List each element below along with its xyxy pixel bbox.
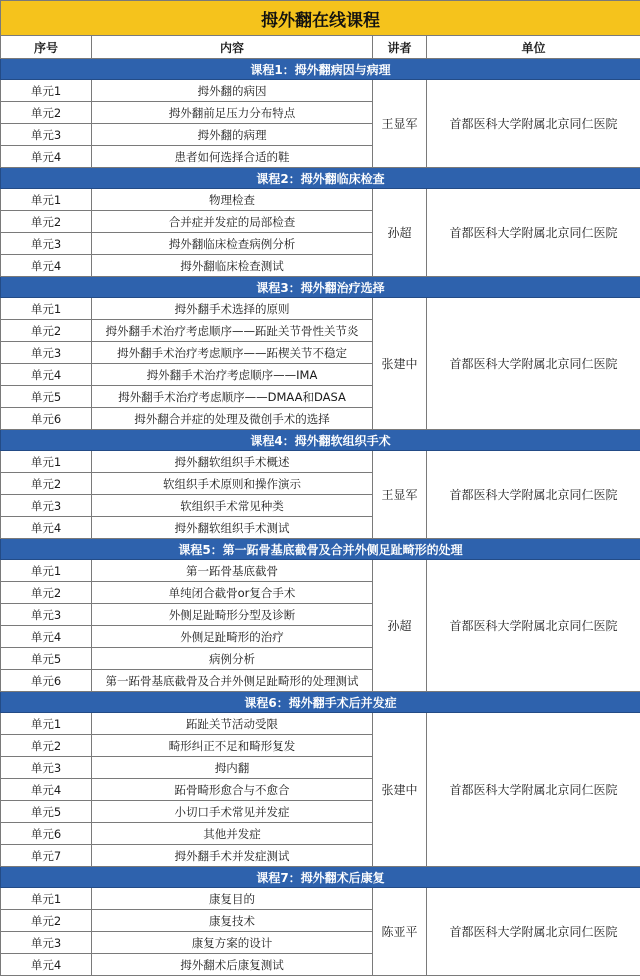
unit-content: 拇外翻软组织手术测试 bbox=[92, 517, 373, 539]
unit-number: 单元4 bbox=[1, 364, 92, 386]
unit-content: 拇外翻临床检查病例分析 bbox=[92, 233, 373, 255]
course-header-row bbox=[1, 277, 640, 298]
unit-number: 单元3 bbox=[1, 495, 92, 517]
course-title: 课程3：拇外翻治疗选择 bbox=[1, 277, 640, 298]
organization-cell: 首都医科大学附属北京同仁医院 bbox=[427, 451, 640, 539]
unit-number: 单元2 bbox=[1, 320, 92, 342]
unit-number: 单元1 bbox=[1, 560, 92, 582]
table-row bbox=[1, 713, 640, 735]
unit-content: 康复目的 bbox=[92, 888, 373, 910]
table-row bbox=[1, 451, 640, 473]
unit-content: 其他并发症 bbox=[92, 823, 373, 845]
unit-number: 单元1 bbox=[1, 189, 92, 211]
course-header-row bbox=[1, 59, 640, 80]
unit-number: 单元4 bbox=[1, 255, 92, 277]
unit-content: 拇外翻前足压力分布特点 bbox=[92, 102, 373, 124]
unit-number: 单元4 bbox=[1, 779, 92, 801]
course-header-row bbox=[1, 168, 640, 189]
unit-number: 单元1 bbox=[1, 713, 92, 735]
unit-content: 跖趾关节活动受限 bbox=[92, 713, 373, 735]
unit-content: 拇外翻的病因 bbox=[92, 80, 373, 102]
table-row bbox=[1, 189, 640, 211]
course-title: 课程5：第一跖骨基底截骨及合并外侧足趾畸形的处理 bbox=[1, 539, 640, 560]
unit-content: 畸形纠正不足和畸形复发 bbox=[92, 735, 373, 757]
unit-content: 拇外翻手术并发症测试 bbox=[92, 845, 373, 867]
unit-number: 单元1 bbox=[1, 451, 92, 473]
unit-number: 单元6 bbox=[1, 823, 92, 845]
unit-number: 单元3 bbox=[1, 932, 92, 954]
course-header-row bbox=[1, 539, 640, 560]
unit-number: 单元4 bbox=[1, 954, 92, 976]
unit-number: 单元3 bbox=[1, 124, 92, 146]
lecturer-cell: 张建中 bbox=[373, 298, 427, 430]
organization-cell: 首都医科大学附属北京同仁医院 bbox=[427, 80, 640, 168]
unit-content: 拇外翻临床检查测试 bbox=[92, 255, 373, 277]
unit-content: 第一跖骨基底截骨 bbox=[92, 560, 373, 582]
unit-content: 患者如何选择合适的鞋 bbox=[92, 146, 373, 168]
unit-number: 单元5 bbox=[1, 386, 92, 408]
lecturer-cell: 孙超 bbox=[373, 189, 427, 277]
unit-number: 单元2 bbox=[1, 735, 92, 757]
unit-content: 拇外翻手术治疗考虑顺序——跖趾关节骨性关节炎 bbox=[92, 320, 373, 342]
table-body bbox=[1, 59, 640, 976]
unit-number: 单元4 bbox=[1, 517, 92, 539]
unit-content: 拇外翻手术治疗考虑顺序——DMAA和DASA bbox=[92, 386, 373, 408]
unit-content: 拇外翻软组织手术概述 bbox=[92, 451, 373, 473]
unit-number: 单元2 bbox=[1, 473, 92, 495]
unit-number: 单元4 bbox=[1, 146, 92, 168]
course-title: 课程7：拇外翻术后康复 bbox=[1, 867, 640, 888]
lecturer-cell: 王显军 bbox=[373, 80, 427, 168]
table-row bbox=[1, 298, 640, 320]
column-header-lecturer: 讲者 bbox=[373, 36, 427, 59]
organization-cell: 首都医科大学附属北京同仁医院 bbox=[427, 560, 640, 692]
unit-number: 单元1 bbox=[1, 80, 92, 102]
organization-cell: 首都医科大学附属北京同仁医院 bbox=[427, 888, 640, 976]
unit-number: 单元2 bbox=[1, 910, 92, 932]
organization-cell: 首都医科大学附属北京同仁医院 bbox=[427, 189, 640, 277]
course-header-row bbox=[1, 867, 640, 888]
unit-content: 拇外翻术后康复测试 bbox=[92, 954, 373, 976]
unit-content: 合并症并发症的局部检查 bbox=[92, 211, 373, 233]
unit-number: 单元6 bbox=[1, 408, 92, 430]
unit-number: 单元3 bbox=[1, 604, 92, 626]
unit-content: 康复技术 bbox=[92, 910, 373, 932]
organization-cell: 首都医科大学附属北京同仁医院 bbox=[427, 298, 640, 430]
unit-content: 拇外翻手术治疗考虑顺序——IMA bbox=[92, 364, 373, 386]
unit-content: 病例分析 bbox=[92, 648, 373, 670]
unit-number: 单元1 bbox=[1, 298, 92, 320]
column-header-organization: 单位 bbox=[427, 36, 640, 59]
page-title: 拇外翻在线课程 bbox=[1, 1, 640, 36]
unit-content: 跖骨畸形愈合与不愈合 bbox=[92, 779, 373, 801]
lecturer-cell: 张建中 bbox=[373, 713, 427, 867]
title-row bbox=[1, 1, 640, 36]
unit-number: 单元5 bbox=[1, 801, 92, 823]
unit-content: 外侧足趾畸形的治疗 bbox=[92, 626, 373, 648]
unit-number: 单元5 bbox=[1, 648, 92, 670]
lecturer-cell: 孙超 bbox=[373, 560, 427, 692]
unit-content: 软组织手术常见种类 bbox=[92, 495, 373, 517]
course-title: 课程1：拇外翻病因与病理 bbox=[1, 59, 640, 80]
unit-number: 单元2 bbox=[1, 102, 92, 124]
organization-cell: 首都医科大学附属北京同仁医院 bbox=[427, 713, 640, 867]
column-header-content: 内容 bbox=[92, 36, 373, 59]
unit-content: 拇外翻手术选择的原则 bbox=[92, 298, 373, 320]
unit-number: 单元3 bbox=[1, 233, 92, 255]
unit-number: 单元7 bbox=[1, 845, 92, 867]
course-header-row bbox=[1, 692, 640, 713]
column-header-row bbox=[1, 36, 640, 59]
table-row bbox=[1, 888, 640, 910]
course-header-row bbox=[1, 430, 640, 451]
course-title: 课程6：拇外翻手术后并发症 bbox=[1, 692, 640, 713]
unit-number: 单元6 bbox=[1, 670, 92, 692]
table-row bbox=[1, 80, 640, 102]
unit-number: 单元1 bbox=[1, 888, 92, 910]
unit-number: 单元3 bbox=[1, 342, 92, 364]
unit-number: 单元2 bbox=[1, 211, 92, 233]
unit-content: 第一跖骨基底截骨及合并外侧足趾畸形的处理测试 bbox=[92, 670, 373, 692]
lecturer-cell: 王显军 bbox=[373, 451, 427, 539]
unit-content: 拇外翻的病理 bbox=[92, 124, 373, 146]
unit-content: 拇外翻合并症的处理及微创手术的选择 bbox=[92, 408, 373, 430]
course-title: 课程4：拇外翻软组织手术 bbox=[1, 430, 640, 451]
unit-content: 单纯闭合截骨or复合手术 bbox=[92, 582, 373, 604]
unit-content: 康复方案的设计 bbox=[92, 932, 373, 954]
unit-content: 拇外翻手术治疗考虑顺序——跖楔关节不稳定 bbox=[92, 342, 373, 364]
column-header-number: 序号 bbox=[1, 36, 92, 59]
table-row bbox=[1, 560, 640, 582]
unit-number: 单元2 bbox=[1, 582, 92, 604]
course-title: 课程2：拇外翻临床检查 bbox=[1, 168, 640, 189]
unit-number: 单元4 bbox=[1, 626, 92, 648]
lecturer-cell: 陈亚平 bbox=[373, 888, 427, 976]
unit-content: 物理检查 bbox=[92, 189, 373, 211]
unit-content: 软组织手术原则和操作演示 bbox=[92, 473, 373, 495]
unit-content: 拇内翻 bbox=[92, 757, 373, 779]
unit-content: 外侧足趾畸形分型及诊断 bbox=[92, 604, 373, 626]
unit-content: 小切口手术常见并发症 bbox=[92, 801, 373, 823]
unit-number: 单元3 bbox=[1, 757, 92, 779]
